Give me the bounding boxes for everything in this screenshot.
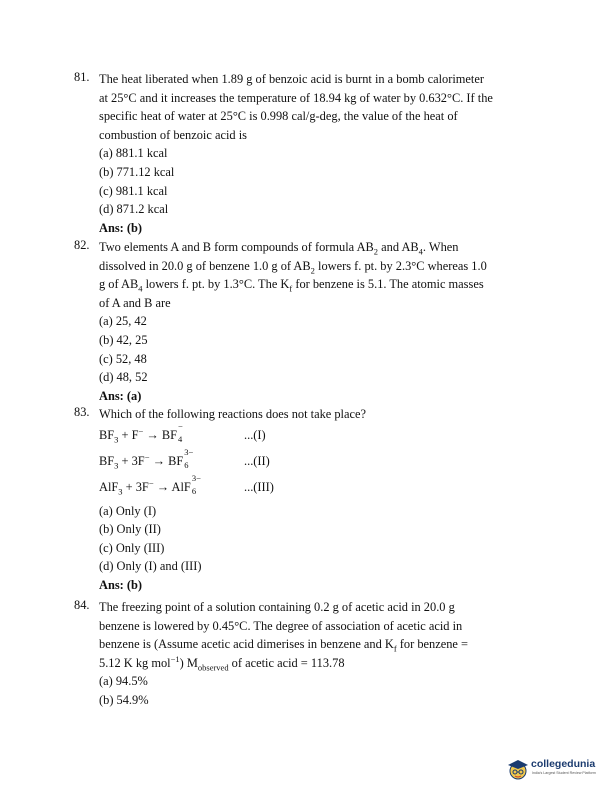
option-d: (d) 871.2 kcal <box>99 202 169 217</box>
option-c: (c) 981.1 kcal <box>99 183 168 198</box>
reaction-equation: AlF$_3$ + 3F− → AlF 3− 6 <box>99 472 201 497</box>
option-b: (b) 42, 25 <box>99 332 148 347</box>
reaction-equation: $BF_3 + 3F^-$ → BF 3− 6 <box>99 446 194 471</box>
logo-tagline: India's Largest Student Review Platform <box>532 771 596 775</box>
reaction-2 <box>99 446 544 476</box>
option-a: (a) 25, 42 <box>99 314 147 329</box>
question-text <box>99 70 544 144</box>
option-d: (d) 48, 52 <box>99 370 148 385</box>
question-line: The freezing point of a solution containing 0.2 g of acetic acid in 20.0 g <box>99 600 455 614</box>
option-b: (b) 54.9% <box>99 692 149 707</box>
question-line: g of $AB_4$ lowers f. pt. by 1.3°C. The $K_f$ for benzene is 5.1. The atomic masses <box>99 277 484 294</box>
question-text <box>99 598 544 672</box>
option-d: (d) Only (I) and (III) <box>99 559 202 574</box>
question-number: 82. <box>74 238 90 252</box>
answer: Ans: (a) <box>99 388 142 403</box>
option-b: (b) Only (II) <box>99 522 161 537</box>
question-line: Two elements A and B form compounds of formula $AB_2$ and $AB_4$. When <box>99 240 459 257</box>
question-83 <box>74 405 544 595</box>
question-number: 81. <box>74 70 90 84</box>
answer: Ans: (b) <box>99 577 143 592</box>
question-82 <box>74 238 544 405</box>
question-number: 84. <box>74 598 90 612</box>
question-text: Which of the following reactions does not take place? <box>99 407 366 421</box>
question-line: benzene is lowered by 0.45°C. The degree of association of acetic acid in <box>99 618 463 633</box>
question-line: dissolved in 20.0 g of benzene 1.0 g of $AB_2$ lowers f. pt. by 2.3°C whereas 1.0 <box>99 258 487 276</box>
option-a: (a) 94.5% <box>99 674 148 689</box>
reaction-tag: ...(II) <box>244 453 270 468</box>
question-line: specific heat of water at 25°C is 0.998 cal/g-deg, the value of the heat of <box>99 109 458 124</box>
question-line: benzene is (Assume acetic acid dimerises in benzene and $K_f$ for benzene = <box>99 637 469 654</box>
question-line: The heat liberated when 1.89 g of benzoic acid is burnt in a bomb calorimeter <box>99 72 485 86</box>
reaction-equation: $BF_3 + F^-$ → BF − 4 <box>99 420 183 445</box>
option-a: (a) Only (I) <box>99 503 157 518</box>
option-a: (a) 881.1 kcal <box>99 146 168 161</box>
question-number: 83. <box>74 405 90 419</box>
question-text <box>99 238 544 312</box>
option-c: (c) Only (III) <box>99 540 165 555</box>
question-line: at 25°C and it increases the temperature of 18.94 kg of water by 0.632°C. If the <box>99 90 493 105</box>
collegedunia-logo <box>506 757 606 783</box>
reaction-3 <box>99 472 544 502</box>
reaction-1 <box>99 420 544 450</box>
question-line: 5.12 K kg mol$^{-1}$) $M_{observed}$ of acetic acid = 113.78 <box>99 653 345 673</box>
option-b: (b) 771.12 kcal <box>99 164 175 179</box>
graduate-icon <box>506 757 530 781</box>
question-line: combustion of benzoic acid is <box>99 127 247 142</box>
reaction-tag: ...(I) <box>244 427 266 442</box>
question-84 <box>74 598 544 710</box>
reaction-tag: ...(III) <box>244 479 274 494</box>
question-line: of A and B are <box>99 295 171 310</box>
question-81 <box>74 70 544 237</box>
answer: Ans: (b) <box>99 220 143 235</box>
option-c: (c) 52, 48 <box>99 351 147 366</box>
logo-name: collegedunia <box>531 758 596 770</box>
